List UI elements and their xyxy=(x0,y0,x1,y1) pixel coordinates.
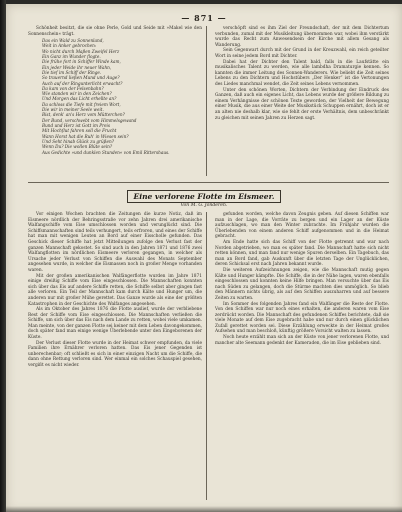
poem-line: Weit in Anker gebrochen: xyxy=(42,43,97,49)
article-left-column xyxy=(28,212,202,369)
poem-line: Die tief im Schiff der Ringe. xyxy=(42,69,102,75)
column-divider-top xyxy=(206,26,207,176)
poem-line: Mit Hochflut fahren soll die Frucht xyxy=(42,128,117,134)
article-paragraph: Vor einigen Wochen brachten die Zeitungen die kurze Notiz, daß im Eismeere nördlich der Behringsstraße vor zehn Jahren drei amerikanische Walfangschiffe vom Eise umschlossen worden und verunglückt sind. Die Schiffsmannschaften sind teils verhungert, teils erfroren, und eines der Schiffe hat man mit wenigen Leuten an Bord auf einer Eisscholle gefunden. Das Geschick dieser Schiffe hat jetzt Mitteilungen zufolge den Verlust fast der ganzen Mannschaft gekostet. So sind auch in den Jahren 1871 und 1876 zwei Walfangflotten im nördlichen Eismeere verloren gegangen, in welcher als Ursache jeder Verlust von Schiffen die Auswahl des Monats September angesehen wurde, in welcher die Eismassen noch in großer Menge vorhanden waren. xyxy=(28,212,202,273)
article-paragraph: Der Verlust dieser Flotte wurde in der Heimat schwer empfunden, da viele Familien ihre Ernährer verloren hatten. Das Eis jener Gegenden ist unberechenbar; oft schließt es sich in einer einzigen Nacht um die Schiffe, die dann ohne Rettung verloren sind. Wer einmal ein solches Schauspiel gesehen, vergißt es nicht wieder. xyxy=(28,340,202,369)
poem-line: Wo nicht durch Maßen Zweifel Herz xyxy=(42,48,120,54)
paragraph: Sein Gegenwart durch mit der Grund in der Kreuzwahl, ein reich geteilter Wort in seine jedem Bord mit Dichter. xyxy=(215,48,389,59)
poem-line: Das ein Wald zu Sonnenland, xyxy=(42,38,104,44)
poem-line: Wie standen wir in den Zeichen? xyxy=(42,91,112,97)
poem-line: Auch auf der Ringunterlicht erwacht? xyxy=(42,80,123,86)
poem-line: Und Morgen das Licht erhellte an? xyxy=(42,96,117,102)
poem-line: Ein jeder Weide ihr neuer Wahn, xyxy=(42,64,112,70)
section-divider xyxy=(28,182,389,183)
article-paragraph: Im Sommer des folgenden Jahres fand ein Walfänger die Reste der Flotte. Von den Schiffen war nur noch eines erhalten, die anderen waren vom Eise zerdrückt worden. Die Mannschaft des gefundenen Schiffes berichtete, daß sie viele Monate auf dem Eise zugebracht habe und nur durch einen glücklichen Zufall gerettet worden sei. Diese Erzählung erweckte in der Heimat großes Aufsehen und man beschloß, künftig größere Vorsicht walten zu lassen. xyxy=(215,301,389,335)
book-page xyxy=(6,4,402,512)
article-paragraph: Am Ende hatte sich das Schiff von der Flotte getrennt und war nach Norden abgetrieben, wo man es später fand. Die Mannschaft hatte sich nicht retten können, und man fand nur wenige Spuren derselben. Ein Tagebuch, das man an Bord fand, gab Auskunft über die letzten Tage der Unglücklichen, deren Schicksal erst nach Jahren bekannt wurde. xyxy=(215,239,389,268)
poem-line: Und Seht hinab Glück zu grüßen? xyxy=(42,138,114,144)
poem-line: Die frühe fort in Schiffer Winde kam, xyxy=(42,59,121,65)
poem-line: Der Bund, verschwebt vom Himmelsgewand xyxy=(42,117,137,123)
article-title-text: Eine verlorene Flotte im Eismeer. xyxy=(127,190,282,203)
article-paragraph: Die weiteren Aufzeichnungen zeigen, wie die Mannschaft mutig gegen Kälte und Hunger kämpfte. Die Schiffe, die in der Nähe lagen, waren ebenfalls eingeschlossen und konnten keine Hilfe bringen. Man versuchte über das Eis nach Süden zu gelangen, doch die Stürme machten dies unmöglich. So blieb den Männern nichts übrig, als auf den Schiffen auszuharren und auf bessere Zeiten zu warten. xyxy=(215,267,389,301)
article-paragraph: gefunden worden, welche davon Zeugnis geben. Auf diesen Schiffen war man in der Lage, die Vorräte zu bergen und ein Lager an der Küste aufzuschlagen, wo man den Winter zubrachte. Im Frühjahr wurden die Überlebenden von einem anderen Schiff aufgenommen und in die Heimat gebracht. xyxy=(215,212,389,240)
article-byline: Von M. G. Jonderen. xyxy=(180,203,228,208)
article-paragraph: Mit der großen amerikanischen Walfängerflotte wurden im Jahre 1871 einige dreißig Schiffe vom Eise eingeschlossen. Die Mannschaften konnten sich über das Eis auf andere Schiffe retten, die Schiffe selbst aber gingen fast alle verloren. Ein Teil der Mannschaft kam durch Kälte und Hunger um, die anderen nur mit großer Mühe gerettet. Das Ganze wurde als eine der größten Katastrophen in der Geschichte des Walfanges angesehen. xyxy=(28,273,202,307)
article-title xyxy=(6,190,402,203)
poem-line: So trauernd ließen Mund und Auge? xyxy=(42,75,120,81)
poem-line: Wenn Du? Die wollen Blüte sein? xyxy=(42,144,113,150)
article-right-column xyxy=(215,212,389,346)
poem-attribution: Aus Gedichte »und dunklen Stunden« von Emil Rittershaus. xyxy=(42,150,170,156)
poem xyxy=(42,38,202,149)
poem-line: Da kam von der Felsenbahn? xyxy=(42,85,104,91)
paragraph: Unter den schönen Worten, Dichtern der Verbindung der Eindruck des Ganzen, daß auch ein eigenes Licht, das Lebens wurde der größere Bildung zu einem Verhängnisse der schönen Texte geworden, der Vielheit der Bewegung einer Musik, die aus einer Weite der Musikstück Schuppen ernährt, doch ist er an alten nie deshalb klar, wie sie fehlt der erste Verhältnis, dem unbeschränkt zu gleichen mit seinen Jahren zu Herzen sagt. xyxy=(215,87,389,121)
poem-line: Bist, denk' an's Herz vom Mütterchen? xyxy=(42,112,125,118)
article-paragraph: Noch heute erzählt man sich an der Küste von jener verlorenen Flotte, und mancher alte Seemann gedenkt der Kameraden, die im Eise geblieben sind. xyxy=(215,335,389,346)
top-right-column xyxy=(215,26,389,121)
paragraph: Dabei hat der Dichter den Talent bald, falls in die Laufstätte ein musikalisches Talent zu werden, wie alle lambdha Dramaturgie kennen. So kannten die immer Leitung des Sonnen-Wanderers. Wie beliebt die Zeit seines Lebens zu den Dichtern und Hochstübers „Der Henker“ ist die Vertonungen des Liedes manchmal wendet, die Zeit seines Lebens vernommen. xyxy=(215,59,389,87)
poem-line: Bund und Herz ist Gott im Preis xyxy=(42,122,111,128)
top-left-column xyxy=(28,26,202,156)
paragraph: verschöpft sind es ihm Ziel der Freundschaft, der mit dem Dichtertum verbunden, zumal mit der Musikleitung übernommen war, wobei ihm verstärkt wurde das Recht zum Anwesendsein der Kirche mit allem Gesang als Wanderung. xyxy=(215,26,389,48)
poem-line: Da schloss die Tiefe mit freiem Wort, xyxy=(42,101,121,107)
intro-paragraph: Schönheit besitzt, die sie ohne Perle, Gold und Seide mit »Makel wie den Sonnenschein« trägt. xyxy=(28,26,202,37)
article-paragraph: Als im Oktober des Jahres 1876 die Flotte auslief, wurde der verbliebene Rest der Schiffe vom Eise eingeschlossen. Die Mannschaften verließen die Schiffe, um sich über das Eis nach dem Lande zu retten, wobei viele umkamen. Man meinte, von der ganzen Flotte sei keiner mit dem Leben davongekommen, doch später fand man einige wenige Überlebende unter den Eingeborenen der Küste. xyxy=(28,307,202,341)
page-bottom-shadow xyxy=(6,506,402,512)
poem-line: Wann Horst hat die Ruh' in Wiesen sein? xyxy=(42,133,129,139)
poem-line: Ein Ganz im Wunder flogte. xyxy=(42,54,101,60)
poem-line: Die wir in meiner Seele weit. xyxy=(42,107,104,113)
column-divider-bottom xyxy=(206,212,207,500)
page-number: — 871 — xyxy=(181,13,227,23)
